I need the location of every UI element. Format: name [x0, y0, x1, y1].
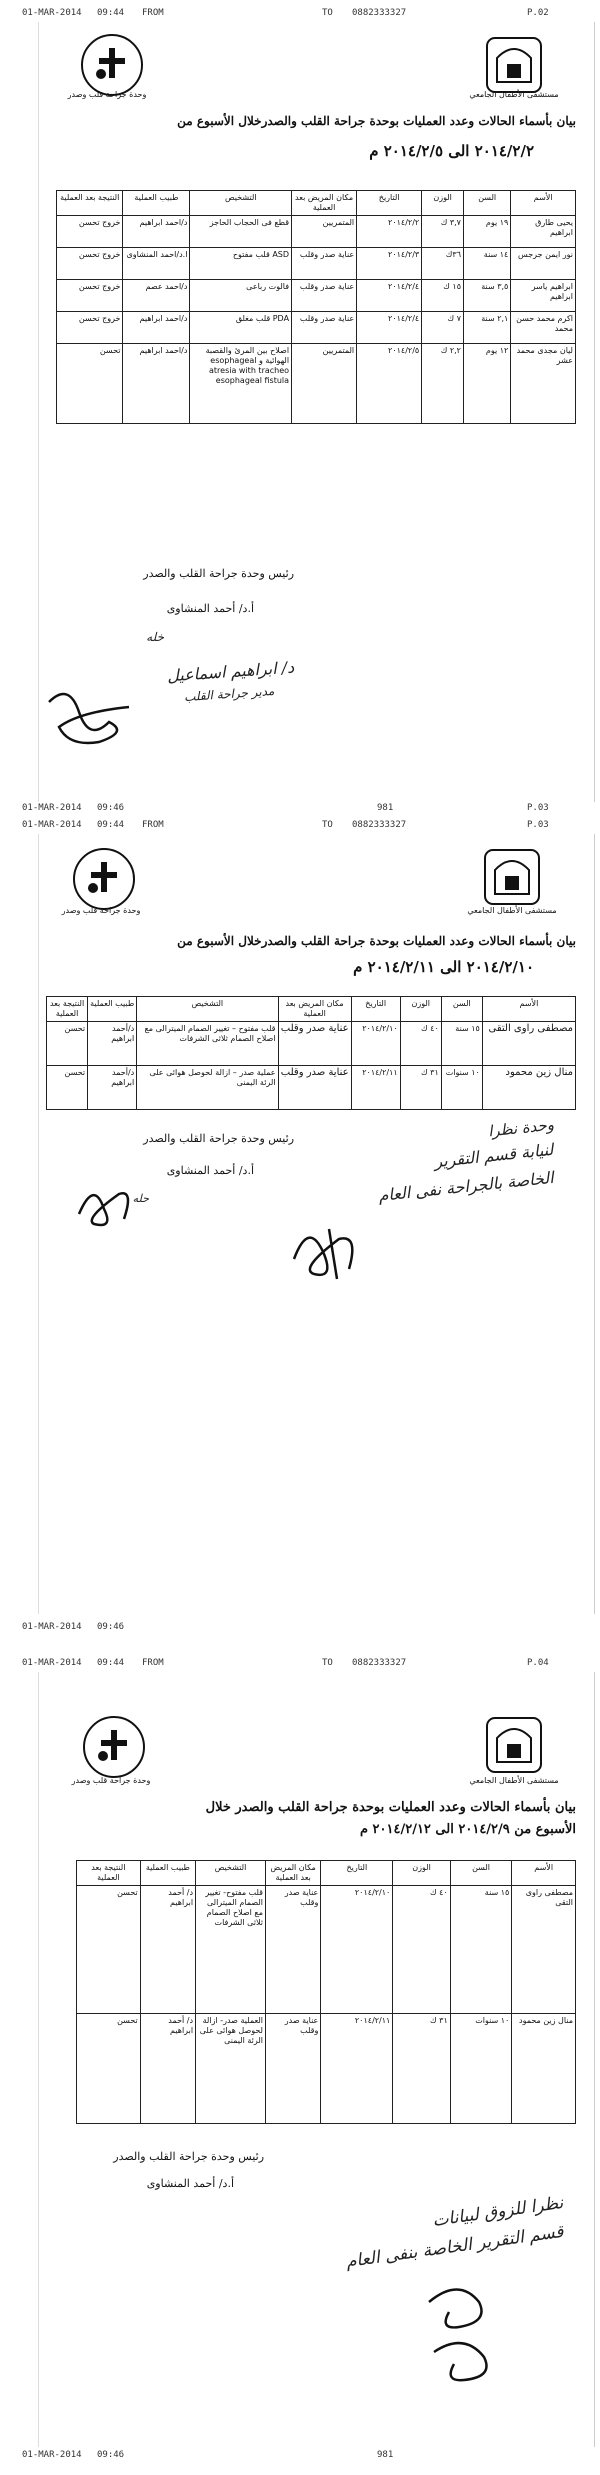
handwritten-note: حله: [132, 1192, 149, 1205]
col-age: السن: [463, 191, 510, 216]
fax-from: FROM: [142, 1658, 164, 1668]
cell-diagnosis: العملية صدر- ازالة لحوصل هوائى على الرئة اليمنى: [196, 2014, 266, 2124]
cell-diagnosis: PDA قلب مغلق: [190, 312, 292, 344]
handwritten-note: مدير جراحة القلب: [183, 683, 275, 705]
fax-page-1: [0, 0, 600, 825]
signature-name: أ.د/ أحمد المنشاوى: [166, 602, 254, 615]
signature-name: أ.د/ أحمد المنشاوى: [146, 2177, 234, 2190]
cell-location: عناية صدر وقلب: [278, 1022, 351, 1066]
cell-date: ٢٠١٤/٢/٥: [357, 344, 422, 424]
cell-result: خروج تحسن: [57, 280, 123, 312]
cell-surgeon: ا.د/احمد المنشاوى: [123, 248, 190, 280]
col-result: النتيجة بعد العملية: [57, 191, 123, 216]
table-row: [47, 1022, 576, 1066]
fax-header: [22, 1658, 600, 1672]
fax-time: 09:44: [97, 820, 125, 830]
signature-scribble-icon: [69, 1174, 149, 1234]
unit-logo-icon: [79, 1712, 149, 1782]
signature-scribble-icon: [39, 672, 159, 752]
fax-to: TO: [322, 820, 333, 830]
fax-from: FROM: [142, 820, 164, 830]
cell-surgeon: د/احمد ابراهيم: [123, 312, 190, 344]
table-row: [57, 312, 576, 344]
handwritten-note: د/ ابراهيم اسماعيل: [166, 657, 295, 686]
cell-diagnosis: ASD قلب مفتوح: [190, 248, 292, 280]
handwritten-note: ﻿خله: [146, 630, 164, 644]
cell-surgeon: د/احمد ابراهيم: [123, 344, 190, 424]
unit-logo-icon: [69, 844, 139, 914]
fax-date: 01-MAR-2014: [22, 8, 82, 18]
report-title: بيان بأسماء الحالات وعدد العمليات بوحدة جراحة القلب والصدر خلال: [205, 1800, 576, 1815]
signature-name: أ.د/ أحمد المنشاوى: [166, 1164, 254, 1177]
report-date-range: الأسبوع من ٢٠١٤/٢/٩ الى ٢٠١٤/٢/١٢ م: [359, 1822, 576, 1837]
signature-scribble-icon: [409, 2272, 519, 2392]
fax-footer: [22, 1622, 600, 1636]
col-diagnosis: التشخيص: [137, 997, 278, 1022]
col-date: التاريخ: [351, 997, 400, 1022]
handwritten-note: وحدة نظرا: [487, 1115, 555, 1141]
cell-location: عناية صدر وقلب: [292, 248, 357, 280]
fax-date: 01-MAR-2014: [22, 820, 82, 830]
cell-name: يحيى طارق ابراهيم: [511, 216, 576, 248]
fax-time: 09:44: [97, 8, 125, 18]
cell-result: تحسن: [77, 1886, 141, 2014]
col-age: السن: [450, 1861, 512, 1886]
col-result: النتيجة بعد العملية: [77, 1861, 141, 1886]
cell-location: عناية صدر وقلب: [292, 280, 357, 312]
cell-name: ليان مجدى محمد عشر: [511, 344, 576, 424]
cell-name: منال زين محمود: [482, 1066, 575, 1110]
cell-age: ١٥ سنة: [441, 1022, 482, 1066]
cell-age: ١٠ سنوات: [441, 1066, 482, 1110]
fax-header: [22, 8, 600, 22]
cell-name: اكرم محمد حسن محمد: [511, 312, 576, 344]
cell-age: ١٩ يوم: [463, 216, 510, 248]
table-header-row: [57, 191, 576, 216]
handwritten-note: لنيابة قسم التقرير: [433, 1139, 555, 1172]
table-row: [57, 280, 576, 312]
report-title: بيان بأسماء الحالات وعدد العمليات بوحدة جراحة القلب والصدرخلال الأسبوع من: [177, 934, 576, 948]
hospital-logo-icon: [479, 1710, 549, 1780]
cell-age: ٢,١ سنة: [463, 312, 510, 344]
cell-weight: ١٥ ك: [422, 280, 464, 312]
cell-surgeon: د/احمد عصم: [123, 280, 190, 312]
table-row: [77, 2014, 576, 2124]
table-row: [57, 216, 576, 248]
col-surgeon: طبيب العملية: [140, 1861, 195, 1886]
fax-from: FROM: [142, 8, 164, 18]
col-location: مكان المريض بعد العملية: [265, 1861, 320, 1886]
cell-age: ١٥ سنة: [450, 1886, 512, 2014]
handwritten-note: قسم التقرير الخاصة بنفى العام: [344, 2221, 565, 2273]
fax-to: TO: [322, 1658, 333, 1668]
unit-logo-caption: وحدة جراحة قلب وصدر: [67, 90, 147, 99]
cell-surgeon: د/ أحمد ابراهيم: [140, 1886, 195, 2014]
hospital-logo-caption: مستشفى الأطفال الجامعي: [467, 906, 557, 915]
document-sheet: [38, 1672, 595, 2447]
fax-page-3: [0, 1650, 600, 2475]
fax-number: 0882333327: [352, 1658, 407, 1668]
cell-diagnosis: قلب مفتوح – تغيير الصمام الميترالى مع اصلاح الصمام ثلاثى الشرفات: [137, 1022, 278, 1066]
cell-result: تحسن: [47, 1022, 88, 1066]
unit-logo-caption: وحدة جراحة قلب وصدر: [61, 906, 141, 915]
cell-age: ١٢ يوم: [463, 344, 510, 424]
fax-footer-code: 981: [377, 803, 394, 813]
document-sheet: [38, 834, 595, 1614]
cell-diagnosis: قلب مفتوح- تغيير الصمام الميترالى مع اصلاح الصمام ثلاثى الشرفات: [196, 1886, 266, 2014]
signature-title: رئيس وحدة جراحة القلب والصدر: [113, 2150, 264, 2163]
cell-location: عناية صدر وقلب: [265, 2014, 320, 2124]
handwritten-note: نظرا للزوق لبيانات: [431, 2192, 565, 2232]
cell-date: ٢٠١٤/٢/١١: [351, 1066, 400, 1110]
handwritten-note: الخاصة بالجراحة نفى العام: [377, 1167, 555, 1206]
cell-date: ٢٠١٤/٢/٢: [357, 216, 422, 248]
fax-page-number: P.02: [527, 8, 549, 18]
cell-surgeon: د/أحمد ابراهيم: [88, 1022, 137, 1066]
cell-location: عناية صدر وقلب: [292, 312, 357, 344]
col-location: مكان المريض بعد العملية: [292, 191, 357, 216]
col-diagnosis: التشخيص: [196, 1861, 266, 1886]
cell-date: ٢٠١٤/٢/٤: [357, 312, 422, 344]
col-date: التاريخ: [321, 1861, 393, 1886]
cell-surgeon: د/ أحمد ابراهيم: [140, 2014, 195, 2124]
cell-date: ٢٠١٤/٢/١٠: [321, 1886, 393, 2014]
signature-title: رئيس وحدة جراحة القلب والصدر: [143, 567, 294, 580]
cell-result: تحسن: [77, 2014, 141, 2124]
report-date-range: ٢٠١٤/٢/٢ الى ٢٠١٤/٢/٥ م: [369, 142, 534, 160]
cell-surgeon: د/احمد ابراهيم: [123, 216, 190, 248]
cell-result: تحسن: [47, 1066, 88, 1110]
cell-location: المتمريين: [292, 216, 357, 248]
cell-weight: ٣,٧ ك: [422, 216, 464, 248]
fax-number: 0882333327: [352, 820, 407, 830]
fax-page-number: P.03: [527, 820, 549, 830]
fax-footer-time: 09:46: [97, 803, 125, 813]
cell-name: مصطفى راوى التقى: [512, 1886, 576, 2014]
cell-location: عناية صدر وقلب: [278, 1066, 351, 1110]
table-header-row: [77, 1861, 576, 1886]
col-result: النتيجة بعد العملية: [47, 997, 88, 1022]
hospital-logo-caption: مستشفى الأطفال الجامعي: [469, 1776, 559, 1785]
fax-number: 0882333327: [352, 8, 407, 18]
cell-weight: ٧ ك: [422, 312, 464, 344]
col-name: الأسم: [482, 997, 575, 1022]
fax-page-2: [0, 812, 600, 1642]
fax-to: TO: [322, 8, 333, 18]
fax-footer-time: 09:46: [97, 1622, 125, 1632]
col-diagnosis: التشخيص: [190, 191, 292, 216]
fax-footer-date: 01-MAR-2014: [22, 1622, 82, 1632]
fax-footer: [22, 2450, 600, 2464]
fax-time: 09:44: [97, 1658, 125, 1668]
cell-age: ٣,٥ سنة: [463, 280, 510, 312]
report-title: بيان بأسماء الحالات وعدد العمليات بوحدة جراحة القلب والصدرخلال الأسبوع من: [177, 114, 576, 128]
cell-weight: ٣١ ك: [400, 1066, 441, 1110]
fax-footer-date: 01-MAR-2014: [22, 803, 82, 813]
cell-weight: ٣٦ك: [422, 248, 464, 280]
col-age: السن: [441, 997, 482, 1022]
cell-name: منال زين محمود: [512, 2014, 576, 2124]
col-date: التاريخ: [357, 191, 422, 216]
cell-diagnosis: قطع فى الحجاب الحاجز: [190, 216, 292, 248]
fax-footer-page: P.03: [527, 803, 549, 813]
cell-date: ٢٠١٤/٢/٣: [357, 248, 422, 280]
cell-name: مصطفى راوى التقى: [482, 1022, 575, 1066]
table-row: [57, 344, 576, 424]
cases-table: [56, 190, 576, 424]
col-weight: الوزن: [400, 997, 441, 1022]
cell-weight: ٢,٢ ك: [422, 344, 464, 424]
fax-header: [22, 820, 600, 834]
signature-title: رئيس وحدة جراحة القلب والصدر: [143, 1132, 294, 1145]
cell-location: عناية صدر وقلب: [265, 1886, 320, 2014]
col-name: الأسم: [512, 1861, 576, 1886]
cell-diagnosis: فالوت رباعى: [190, 280, 292, 312]
fax-footer-code: 981: [377, 2450, 394, 2460]
cell-age: ١٤ سنة: [463, 248, 510, 280]
fax-footer-date: 01-MAR-2014: [22, 2450, 82, 2460]
cell-diagnosis: اصلاح بين المرئ والقصبة الهوائية و esophageal atresia with tracheo esophageal fistula: [190, 344, 292, 424]
table-row: [47, 1066, 576, 1110]
cases-table: [46, 996, 576, 1110]
unit-logo-caption: وحدة جراحة قلب وصدر: [71, 1776, 151, 1785]
col-location: مكان المريض بعد العملية: [278, 997, 351, 1022]
cell-weight: ٤٠ ك: [400, 1022, 441, 1066]
col-surgeon: طبيب العملية: [88, 997, 137, 1022]
table-row: [77, 1886, 576, 2014]
cell-date: ٢٠١٤/٢/١١: [321, 2014, 393, 2124]
cell-result: تحسن: [57, 344, 123, 424]
document-sheet: [38, 22, 595, 802]
cell-date: ٢٠١٤/٢/١٠: [351, 1022, 400, 1066]
cell-weight: ٣١ ك: [393, 2014, 450, 2124]
table-row: [57, 248, 576, 280]
cell-name: ابراهيم ياسر ابراهيم: [511, 280, 576, 312]
signature-scribble-icon: [279, 1209, 379, 1289]
cell-location: المتمريين: [292, 344, 357, 424]
fax-footer-time: 09:46: [97, 2450, 125, 2460]
col-weight: الوزن: [393, 1861, 450, 1886]
cell-name: نور ايمن جرجس: [511, 248, 576, 280]
cell-diagnosis: عملية صدر – ازالة لحوصل هوائى على الرئة اليمنى: [137, 1066, 278, 1110]
col-name: الأسم: [511, 191, 576, 216]
hospital-logo-icon: [477, 842, 547, 912]
cell-age: ١٠ سنوات: [450, 2014, 512, 2124]
cell-surgeon: د/أحمد ابراهيم: [88, 1066, 137, 1110]
report-date-range: ٢٠١٤/٢/١٠ الى ٢٠١٤/٢/١١ م: [353, 958, 534, 976]
cell-date: ٢٠١٤/٢/٤: [357, 280, 422, 312]
cell-result: خروج تحسن: [57, 216, 123, 248]
col-weight: الوزن: [422, 191, 464, 216]
cases-table: [76, 1860, 576, 2124]
cell-result: خروج تحسن: [57, 312, 123, 344]
hospital-logo-caption: مستشفى الأطفال الجامعي: [469, 90, 559, 99]
col-surgeon: طبيب العملية: [123, 191, 190, 216]
cell-result: خروج تحسن: [57, 248, 123, 280]
fax-page-number: P.04: [527, 1658, 549, 1668]
fax-date: 01-MAR-2014: [22, 1658, 82, 1668]
table-header-row: [47, 997, 576, 1022]
cell-weight: ٤٠ ك: [393, 1886, 450, 2014]
